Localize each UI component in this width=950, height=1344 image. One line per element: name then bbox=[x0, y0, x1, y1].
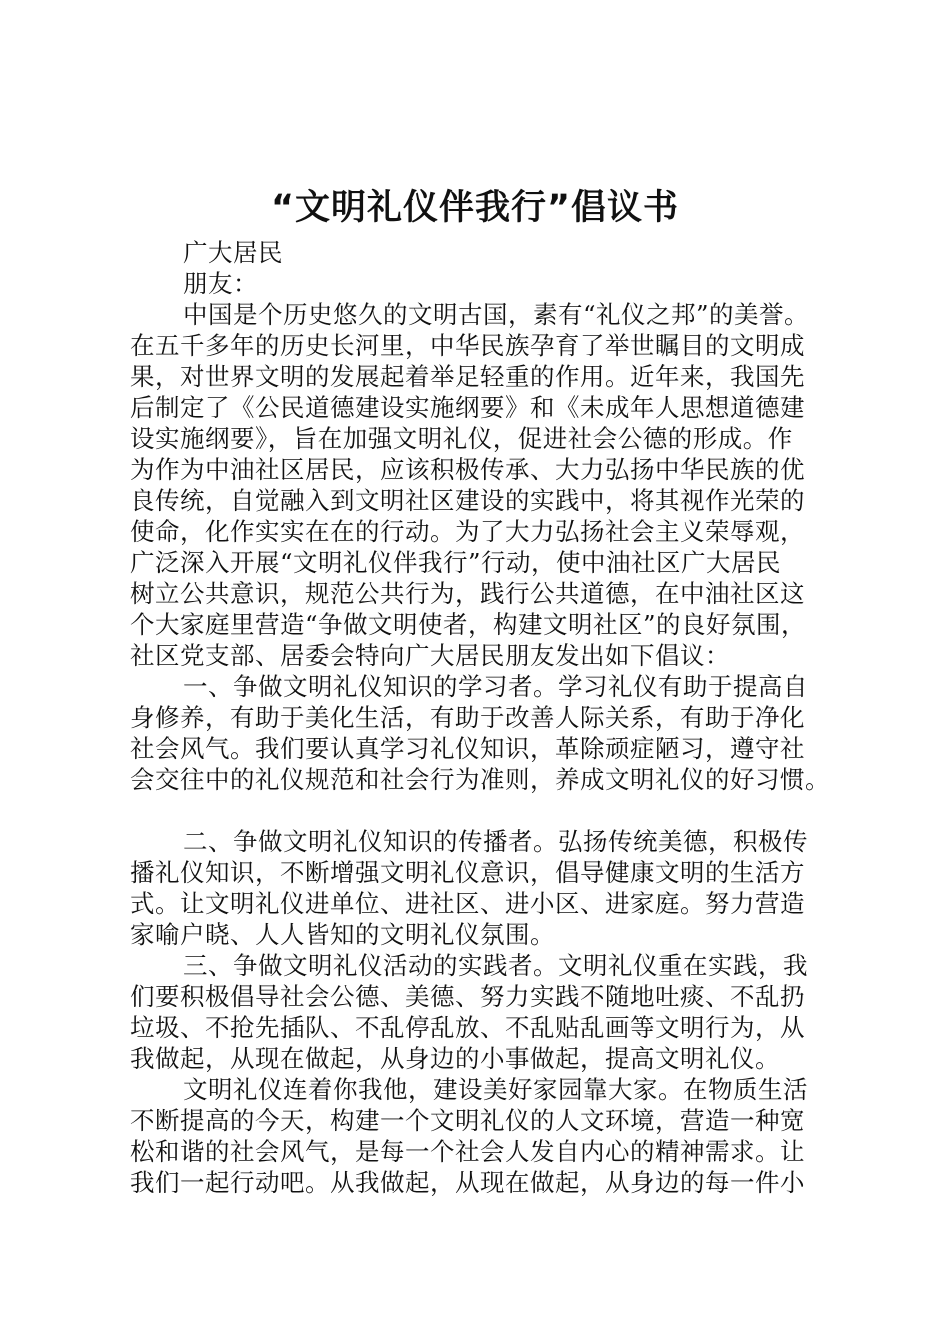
text-line: 社会风气。我们要认真学习礼仪知识，革除顽症陋习，遵守社 bbox=[130, 734, 805, 763]
paragraph-proposal-2 bbox=[130, 826, 845, 950]
text-line: 播礼仪知识，不断增强文明礼仪意识，倡导健康文明的生活方 bbox=[130, 858, 805, 887]
text-line: 为作为中油社区居民，应该积极传承、大力弘扬中华民族的优 bbox=[130, 455, 805, 484]
text-line: 身修养，有助于美化生活，有助于改善人际关系，有助于净化 bbox=[130, 703, 805, 732]
text-line: 一、争做文明礼仪知识的学习者。学习礼仪有助于提高自 bbox=[183, 672, 808, 701]
greeting-line: 广大居民 bbox=[183, 238, 283, 267]
paragraph-intro bbox=[130, 299, 845, 671]
text-line: 我做起，从现在做起，从身边的小事做起，提高文明礼仪。 bbox=[130, 1044, 780, 1073]
paragraph-closing bbox=[130, 1074, 845, 1198]
text-line: 松和谐的社会风气，是每一个社会人发自内心的精神需求。让 bbox=[130, 1137, 805, 1166]
text-line: 良传统，自觉融入到文明社区建设的实践中，将其视作光荣的 bbox=[130, 486, 805, 515]
text-line: 设实施纲要》，旨在加强文明礼仪，促进社会公德的形成。作 bbox=[130, 424, 793, 453]
blank-line bbox=[130, 795, 845, 826]
text-line: 个大家庭里营造“争做文明使者，构建文明社区”的良好氛围， bbox=[130, 610, 807, 639]
text-line: 广泛深入开展“文明礼仪伴我行”行动，使中油社区广大居民 bbox=[130, 548, 782, 577]
document-title: “文明礼仪伴我行”倡议书 bbox=[270, 188, 679, 228]
text-line: 会交往中的礼仪规范和社会行为准则，养成文明礼仪的好习惯。 bbox=[130, 765, 830, 794]
greeting-line: 朋友： bbox=[183, 269, 258, 298]
text-line: 二、争做文明礼仪知识的传播者。弘扬传统美德，积极传 bbox=[183, 827, 808, 856]
text-line: 文明礼仪连着你我他，建设美好家园靠大家。在物质生活 bbox=[183, 1075, 808, 1104]
text-line: 垃圾、不抢先插队、不乱停乱放、不乱贴乱画等文明行为，从 bbox=[130, 1013, 805, 1042]
text-line: 式。让文明礼仪进单位、进社区、进小区、进家庭。努力营造 bbox=[130, 889, 805, 918]
text-line: 家喻户晓、人人皆知的文明礼仪氛围。 bbox=[130, 920, 555, 949]
paragraph-proposal-3 bbox=[130, 950, 845, 1074]
text-line: 树立公共意识，规范公共行为，践行公共道德，在中油社区这 bbox=[130, 579, 805, 608]
text-line: 们要积极倡导社会公德、美德、努力实践不随地吐痰、不乱扔 bbox=[130, 982, 805, 1011]
paragraph-proposal-1 bbox=[130, 671, 845, 795]
text-line: 我们一起行动吧。从我做起，从现在做起，从身边的每一件小 bbox=[130, 1168, 805, 1197]
document-body bbox=[130, 237, 845, 1198]
text-line: 后制定了《公民道德建设实施纲要》和《未成年人思想道德建 bbox=[130, 393, 805, 422]
text-line: 在五千多年的历史长河里，中华民族孕育了举世瞩目的文明成 bbox=[130, 331, 805, 360]
text-line: 使命，化作实实在在的行动。为了大力弘扬社会主义荣辱观， bbox=[130, 517, 805, 546]
text-line: 中国是个历史悠久的文明古国，素有“礼仪之邦”的美誉。 bbox=[183, 300, 810, 329]
text-line: 果，对世界文明的发展起着举足轻重的作用。近年来，我国先 bbox=[130, 362, 805, 391]
text-line: 不断提高的今天，构建一个文明礼仪的人文环境，营造一种宽 bbox=[130, 1106, 805, 1135]
text-line: 三、争做文明礼仪活动的实践者。文明礼仪重在实践，我 bbox=[183, 951, 808, 980]
text-line: 社区党支部、居委会特向广大居民朋友发出如下倡议： bbox=[130, 641, 730, 670]
